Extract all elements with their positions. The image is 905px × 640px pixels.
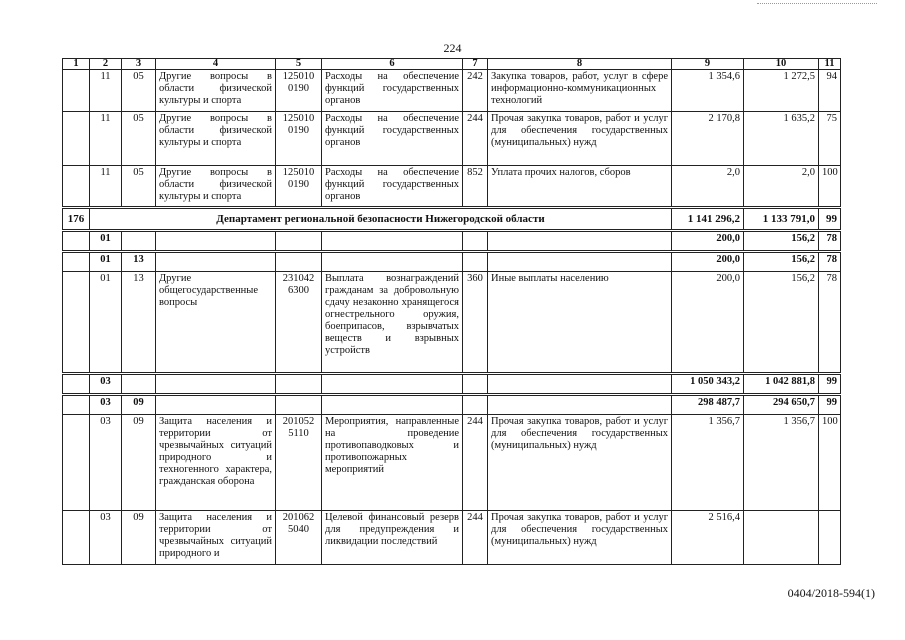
empty-cell [156,252,276,272]
plan-amount-cell: 2,0 [672,166,744,208]
column-header: 8 [488,59,672,70]
department-title: Департамент региональной безопасности Нижегородской области [90,208,672,231]
table-row [63,511,841,565]
row-number-cell [63,415,90,511]
section-name-cell: Другие общегосударственные вопросы [156,272,276,374]
plan-amount-cell: 200,0 [672,231,744,252]
section-name-cell: Защита населения и территории от чрезвычайных ситуаций природного и [156,511,276,565]
plan-amount-cell: 200,0 [672,272,744,374]
department-number-cell: 176 [63,208,90,231]
empty-cell [463,395,488,415]
table-row [63,70,841,112]
plan-amount-cell: 1 354,6 [672,70,744,112]
actual-amount-cell: 2,0 [744,166,819,208]
empty-cell [488,252,672,272]
percent-cell: 99 [819,374,841,395]
column-header: 3 [122,59,156,70]
plan-amount-cell: 1 141 296,2 [672,208,744,231]
article-name-cell: Мероприятия, направленные на проведение противопаводковых и противопожарных мероприятий [322,415,463,511]
row-number-cell [63,166,90,208]
percent-cell: 78 [819,252,841,272]
article-name-cell: Расходы на обеспечение функций государственных органов [322,70,463,112]
section-code-cell: 11 [90,70,122,112]
column-header: 5 [276,59,322,70]
section-code-cell: 03 [90,374,122,395]
section-code-cell: 01 [90,252,122,272]
subsection-code-cell: 05 [122,70,156,112]
article-name-cell: Расходы на обеспечение функций государственных органов [322,112,463,166]
percent-cell [819,511,841,565]
expense-type-cell: 852 [463,166,488,208]
plan-amount-cell: 1 050 343,2 [672,374,744,395]
column-header: 11 [819,59,841,70]
percent-cell: 78 [819,231,841,252]
empty-cell [276,252,322,272]
top-edge-dots [757,3,877,4]
empty-cell [63,395,90,415]
section-code-cell: 03 [90,395,122,415]
expense-name-cell: Прочая закупка товаров, работ и услуг для обеспечения государственных (муниципальных) нужд [488,415,672,511]
empty-cell [156,231,276,252]
subsection-code-cell: 05 [122,112,156,166]
expense-name-cell: Закупка товаров, работ, услуг в сфере информационно-коммуникационных технологий [488,70,672,112]
empty-cell [488,231,672,252]
empty-cell [276,374,322,395]
section-code-cell: 11 [90,166,122,208]
subsection-code-cell: 09 [122,415,156,511]
empty-cell [488,395,672,415]
expense-type-cell: 244 [463,112,488,166]
empty-cell [156,395,276,415]
article-name-cell: Расходы на обеспечение функций государственных органов [322,166,463,208]
empty-cell [156,374,276,395]
column-header: 2 [90,59,122,70]
actual-amount-cell: 294 650,7 [744,395,819,415]
plan-amount-cell: 298 487,7 [672,395,744,415]
subsection-code-cell: 05 [122,166,156,208]
target-article-cell: 125010 0190 [276,112,322,166]
section-code-cell: 03 [90,511,122,565]
subsection-code-cell: 13 [122,272,156,374]
section-code-cell: 01 [90,231,122,252]
subsection-code-cell [122,231,156,252]
empty-cell [322,252,463,272]
budget-table [62,58,841,565]
column-header: 7 [463,59,488,70]
expense-type-cell: 242 [463,70,488,112]
subtotal-row [63,395,841,415]
percent-cell: 100 [819,415,841,511]
actual-amount-cell: 1 635,2 [744,112,819,166]
subtotal-row [63,374,841,395]
empty-cell [63,374,90,395]
expense-type-cell: 244 [463,511,488,565]
empty-cell [463,374,488,395]
actual-amount-cell: 1 133 791,0 [744,208,819,231]
expense-type-cell: 360 [463,272,488,374]
table-row [63,415,841,511]
row-number-cell [63,272,90,374]
column-header: 4 [156,59,276,70]
empty-cell [322,231,463,252]
row-number-cell [63,112,90,166]
percent-cell: 100 [819,166,841,208]
empty-cell [63,231,90,252]
subsection-code-cell: 09 [122,395,156,415]
percent-cell: 99 [819,395,841,415]
expense-name-cell: Прочая закупка товаров, работ и услуг для обеспечения государственных (муниципальных) нужд [488,112,672,166]
subtotal-row [63,231,841,252]
row-number-cell [63,511,90,565]
target-article-cell: 201052 5110 [276,415,322,511]
target-article-cell: 125010 0190 [276,166,322,208]
actual-amount-cell: 1 272,5 [744,70,819,112]
table-row [63,166,841,208]
empty-cell [322,374,463,395]
subsection-code-cell [122,374,156,395]
department-row [63,208,841,231]
plan-amount-cell: 1 356,7 [672,415,744,511]
table-row [63,272,841,374]
plan-amount-cell: 2 516,4 [672,511,744,565]
page-number: 224 [443,41,462,55]
expense-name-cell: Прочая закупка товаров, работ и услуг для обеспечения государственных (муниципальных) нужд [488,511,672,565]
target-article-cell: 231042 6300 [276,272,322,374]
actual-amount-cell: 1 042 881,8 [744,374,819,395]
actual-amount-cell: 156,2 [744,272,819,374]
section-code-cell: 03 [90,415,122,511]
section-code-cell: 11 [90,112,122,166]
document-code: 0404/2018-594(1) [787,586,875,600]
expense-type-cell: 244 [463,415,488,511]
column-header: 10 [744,59,819,70]
expense-name-cell: Уплата прочих налогов, сборов [488,166,672,208]
table-row [63,112,841,166]
column-header: 6 [322,59,463,70]
column-header: 9 [672,59,744,70]
expense-name-cell: Иные выплаты населению [488,272,672,374]
empty-cell [322,395,463,415]
plan-amount-cell: 2 170,8 [672,112,744,166]
percent-cell: 75 [819,112,841,166]
section-name-cell: Защита населения и территории от чрезвычайных ситуаций природного и техногенного характера, гражданская оборона [156,415,276,511]
empty-cell [63,252,90,272]
plan-amount-cell: 200,0 [672,252,744,272]
column-number-row [63,59,841,70]
subtotal-row [63,252,841,272]
actual-amount-cell [744,511,819,565]
section-code-cell: 01 [90,272,122,374]
empty-cell [463,252,488,272]
subsection-code-cell: 09 [122,511,156,565]
empty-cell [463,231,488,252]
actual-amount-cell: 156,2 [744,231,819,252]
section-name-cell: Другие вопросы в области физической культуры и спорта [156,112,276,166]
target-article-cell: 201062 5040 [276,511,322,565]
percent-cell: 78 [819,272,841,374]
article-name-cell: Целевой финансовый резерв для предупреждения и ликвидации последствий [322,511,463,565]
percent-cell: 94 [819,70,841,112]
row-number-cell [63,70,90,112]
percent-cell: 99 [819,208,841,231]
column-header: 1 [63,59,90,70]
empty-cell [276,231,322,252]
actual-amount-cell: 1 356,7 [744,415,819,511]
empty-cell [276,395,322,415]
actual-amount-cell: 156,2 [744,252,819,272]
target-article-cell: 125010 0190 [276,70,322,112]
empty-cell [488,374,672,395]
article-name-cell: Выплата вознаграждений гражданам за добровольную сдачу незаконно хранящегося огнестрельного оружия, боеприпасов, взрывчатых веществ и взрывных устройств [322,272,463,374]
section-name-cell: Другие вопросы в области физической культуры и спорта [156,166,276,208]
subsection-code-cell: 13 [122,252,156,272]
section-name-cell: Другие вопросы в области физической культуры и спорта [156,70,276,112]
